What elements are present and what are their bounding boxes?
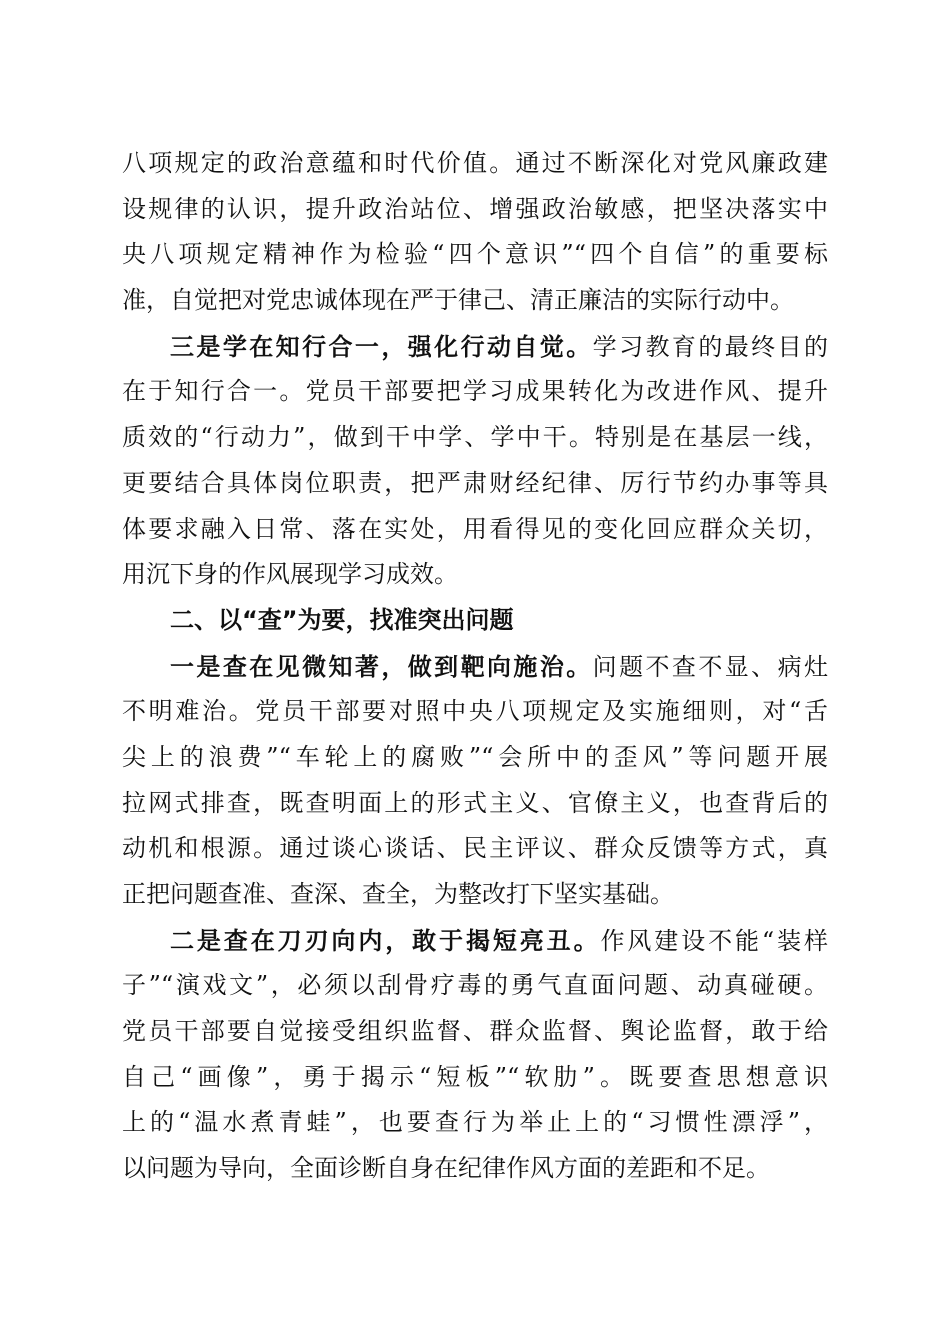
text-line: 不明难治。党员干部要对照中央八项规定及实施细则，对“舌 xyxy=(122,697,828,726)
paragraph-lead: 三是学在知行合一，强化行动自觉。 xyxy=(170,331,593,361)
text-line: 设规律的认识，提升政治站位、增强政治敏感，把坚决落实中 xyxy=(122,194,828,223)
paragraph-lead-rest: 学习教育的最终目的 xyxy=(592,332,829,361)
text-line: 八项规定的政治意蕴和时代价值。通过不断深化对党风廉政建 xyxy=(122,149,828,177)
text-line: 央八项规定精神作为检验“四个意识”“四个自信”的重要标 xyxy=(122,240,828,269)
text-line: 党员干部要自觉接受组织监督、群众监督、舆论监督，敢于给 xyxy=(122,1017,828,1046)
paragraph-self-inspection xyxy=(122,918,828,1192)
paragraph-lead-rest: 问题不查不显、病灶 xyxy=(592,652,829,681)
text-line xyxy=(122,644,828,690)
paragraph-continuation xyxy=(122,141,828,324)
text-line: 子”“演戏文”，必须以刮骨疗毒的勇气直面问题、动真碰硬。 xyxy=(122,971,828,1000)
text-line: 以问题为导向，全面诊断自身在纪律作风方面的差距和不足。 xyxy=(122,1154,770,1183)
text-line xyxy=(122,918,828,964)
text-line: 拉网式排查，既查明面上的形式主义、官僚主义，也查背后的 xyxy=(122,788,828,817)
text-line: 动机和根源。通过谈心谈话、民主评议、群众反馈等方式，真 xyxy=(122,834,828,863)
section-heading xyxy=(122,598,828,644)
text-line: 质效的“行动力”，做到干中学、学中干。特别是在基层一线， xyxy=(122,423,828,452)
text-line: 自己“画像”，勇于揭示“短板”“软肋”。既要查思想意识 xyxy=(122,1062,828,1091)
section-heading-text: 二、以“查”为要，找准突出问题 xyxy=(170,605,514,634)
text-line xyxy=(122,324,828,370)
document-body xyxy=(122,141,828,1192)
text-line: 准，自觉把对党忠诚体现在严于律己、清正廉洁的实际行动中。 xyxy=(122,286,794,315)
paragraph-lead: 一是查在见微知著，做到靶向施治。 xyxy=(170,651,593,681)
text-line: 尖上的浪费”“车轮上的腐败”“会所中的歪风”等问题开展 xyxy=(122,742,828,771)
text-line: 正把问题查准、查深、查全，为整改打下坚实基础。 xyxy=(122,880,674,908)
paragraph-learn-action xyxy=(122,324,828,598)
text-line: 上的“温水煮青蛙”，也要查行为举止上的“习惯性漂浮”， xyxy=(122,1108,828,1137)
paragraph-check-details xyxy=(122,644,828,918)
text-line: 体要求融入日常、落在实处，用看得见的变化回应群众关切， xyxy=(122,514,828,543)
paragraph-lead: 二是查在刀刃向内，敢于揭短亮丑。 xyxy=(170,925,601,955)
text-line: 更要结合具体岗位职责，把严肃财经纪律、厉行节约办事等具 xyxy=(122,468,828,497)
paragraph-lead-rest: 作风建设不能“装样 xyxy=(600,926,828,955)
text-line: 用沉下身的作风展现学习成效。 xyxy=(122,560,458,589)
text-line: 在于知行合一。党员干部要把学习成果转化为改进作风、提升 xyxy=(122,377,828,406)
